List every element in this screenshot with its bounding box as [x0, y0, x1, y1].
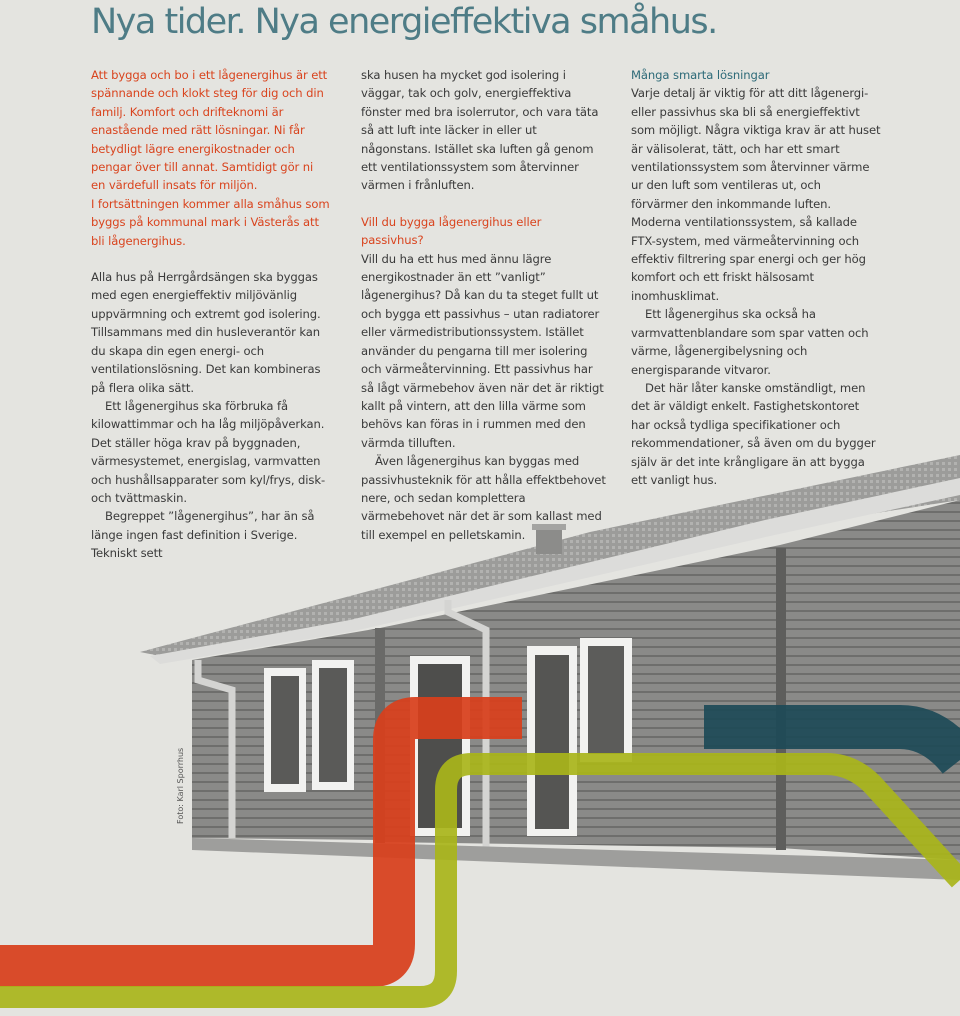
body-paragraph: Ett lågenergihus ska också ha varmvattenblandare som spar vatten och värme, lågenergibelysning och energisparande vitvaror.: [631, 307, 869, 377]
photo-credit: Foto: Karl Sporrhus: [176, 747, 185, 824]
column-3: [631, 66, 881, 489]
page-title: Nya tider. Nya energieffektiva småhus.: [91, 2, 717, 42]
body-paragraph: Alla hus på Herrgårdsängen ska byggas med egen energieffektiv miljövänlig uppvärmning och extremt god isolering. Tillsammans med din husleverantör kan du skapa din egen energi- och ventilationslösning. Det kan kombineras på flera olika sätt.: [91, 270, 321, 395]
wall-right: [780, 500, 960, 860]
section-heading: Vill du bygga lågenergihus eller passivhus?: [361, 214, 542, 248]
body-paragraph: ska husen ha mycket god isolering i väggar, tak och golv, energieffektiva fönster med bra isolerrutor, och vara täta så att luft inte läcker in eller ut någonstans. Istället ska luften gå genom ett ventilationssystem som återvinner värmen i frånluften.: [361, 68, 599, 193]
body-paragraph: Begreppet ”lågenergihus”, har än så länge ingen fast definition i Sverige. Tekniskt sett: [91, 509, 315, 561]
intro-paragraph: Att bygga och bo i ett lågenergihus är ett spännande och klokt steg för dig och din familj. Komfort och drifteknomi är enastående med rätt lösningar. Ni får betydligt lägre energikostnader och pengar över till annat. Samtidigt gör ni en värdefull insats för miljön.: [91, 68, 328, 193]
body-paragraph: Vill du ha ett hus med ännu lägre energikostnader än ett ”vanligt” lågenergihus? Då kan du ta steget fullt ut och bygga ett passivhus – utan radiatorer eller värmedistributionssystem. Istället använder du pengarna till mer isolering och värmeåtervinning. Ett passivhus har så lågt värmebehov även när det är riktigt kallt på vintern, att den lilla värme som behövs kan föras in i rummen med den värmda tilluften.: [361, 251, 604, 450]
body-paragraph: Även lågenergihus kan byggas med passivhusteknik för att hålla effektbehovet nere, och sedan komplettera värmebehovet när det är som kallast med till exempel en pelletskamin.: [361, 454, 606, 542]
body-paragraph: Det här låter kanske omständligt, men det är väldigt enkelt. Fastighetskontoret har också tydliga specifikationer och rekommendationer, så även om du bygger själv är det inte krångligare än att bygga ett vanligt hus.: [631, 380, 876, 487]
section-heading: Många smarta lösningar: [631, 68, 770, 82]
intro-paragraph-2: I fortsättningen kommer alla småhus som byggs på kommunal mark i Västerås att bli lågenergihus.: [91, 196, 330, 248]
house-photo: [0, 440, 960, 1016]
body-paragraph: Ett lågenergihus ska förbruka få kilowattimmar och ha låg miljöpåverkan. Det ställer höga krav på byggnaden, värmesystemet, energislag, varmvatten och hushållsapparater som kyl/frys, disk- och tvättmaskin.: [91, 398, 326, 505]
body-paragraph: Varje detalj är viktig för att ditt lågenergi- eller passivhus ska bli så energieffektivt som möjligt. Några viktiga krav är att huset är välisolerat, tätt, och har ett smart ventilationssystem som återvinner värme ur den luft som ventileras ut, och förvärmer den inkommande luften. Moderna ventilationssystem, så kallade FTX-system, med värmeåtervinning och effektiv filtrering spar energi och ger hög komfort och ett friskt hälsosamt inomhusklimat.: [631, 86, 881, 303]
chimney: [536, 528, 562, 554]
